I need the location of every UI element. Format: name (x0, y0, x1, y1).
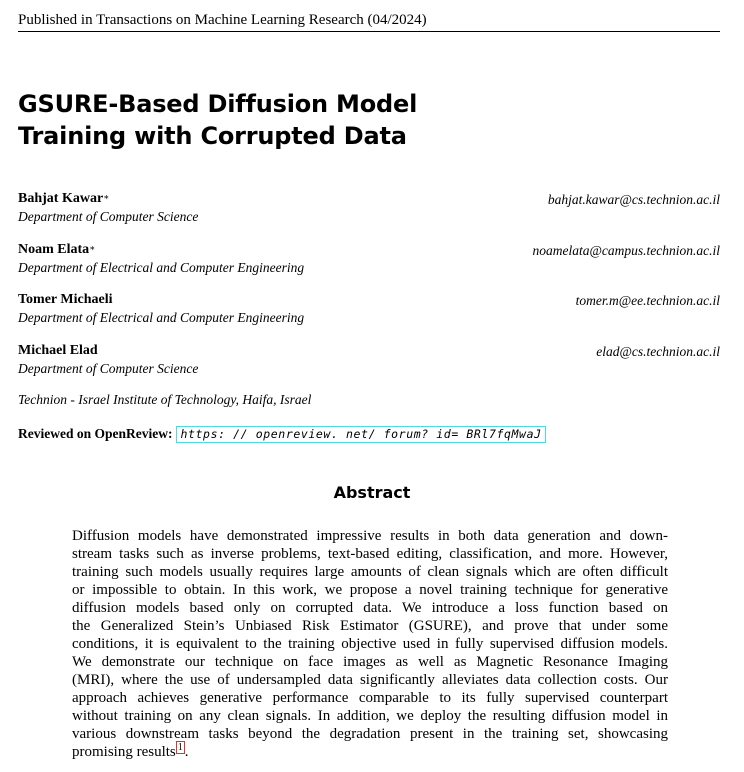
author-block (18, 241, 720, 277)
author-name: Tomer Michaeli (18, 292, 113, 307)
author-department: Department of Computer Science (18, 361, 199, 376)
author-block (18, 342, 720, 378)
abstract-line: stream tasks such as inverse problems, text-based editing, classification, and more. However, (72, 546, 668, 562)
author-email[interactable]: bahjat.kawar@cs.technion.ac.il (547, 192, 720, 207)
abstract-line: or impossible to obtain. In this work, we propose a novel training technique for generative (72, 582, 668, 598)
abstract-line: without training on any clean signals. In addition, we deploy the resulting diffusion model in (72, 708, 668, 724)
author-department: Department of Electrical and Computer Engineering (18, 260, 305, 275)
author-name: Noam Elata∗ (18, 242, 96, 257)
author-department: Department of Computer Science (18, 209, 199, 224)
equal-contribution-mark: ∗ (103, 192, 110, 202)
paper-title-line-2: Training with Corrupted Data (18, 122, 407, 150)
abstract-line: the Generalized Stein’s Unbiased Risk Estimator (GSURE), and prove that under some (72, 618, 668, 634)
footnote-link[interactable]: 1 (177, 742, 183, 753)
abstract-line: We demonstrate our technique on face images as well as Magnetic Resonance Imaging (72, 654, 668, 670)
abstract-line: diffusion models based only on corrupted data. We introduce a loss function based on (72, 600, 668, 616)
abstract-line: (MRI), where the use of undersampled data significantly alleviates data collection costs. Our (72, 672, 668, 688)
author-email[interactable]: noamelata@campus.technion.ac.il (532, 243, 720, 258)
abstract-heading: Abstract (333, 483, 411, 502)
openreview-link[interactable]: https: // openreview. net/ forum? id= BRl7fqMwaJ (176, 426, 545, 443)
journal-header: Published in Transactions on Machine Learning Research (04/2024) (18, 12, 427, 28)
author-name: Bahjat Kawar∗ (18, 191, 110, 206)
abstract-line: approach achieves generative performance comparable to its fully supervised counterpart (72, 690, 668, 706)
abstract-line: Diffusion models have demonstrated impressive results in both data generation and down- (72, 528, 668, 544)
paper-title (18, 88, 618, 152)
author-email[interactable]: elad@cs.technion.ac.il (596, 344, 720, 359)
author-name: Michael Elad (18, 343, 98, 358)
abstract-body (72, 527, 668, 761)
author-block (18, 190, 720, 226)
author-block (18, 291, 720, 327)
abstract-line: various downstream tasks beyond the degradation present in the training set, showcasing (72, 726, 668, 742)
abstract-line: training such models usually requires large amounts of clean signals which are often difficult (72, 564, 668, 580)
abstract-line: conditions, it is equivalent to the training objective used in fully supervised diffusion models. (72, 636, 668, 652)
author-department: Department of Electrical and Computer Engineering (18, 310, 305, 325)
institution-affiliation: Technion - Israel Institute of Technology, Haifa, Israel (18, 392, 312, 407)
openreview-line (18, 424, 546, 444)
openreview-label: Reviewed on OpenReview: (18, 426, 173, 441)
header-rule (18, 31, 720, 32)
equal-contribution-mark: ∗ (89, 243, 96, 253)
abstract-last-line: promising results $^1$ . (72, 742, 189, 760)
paper-title-line-1: GSURE-Based Diffusion Model (18, 90, 418, 118)
author-email[interactable]: tomer.m@ee.technion.ac.il (575, 293, 720, 308)
